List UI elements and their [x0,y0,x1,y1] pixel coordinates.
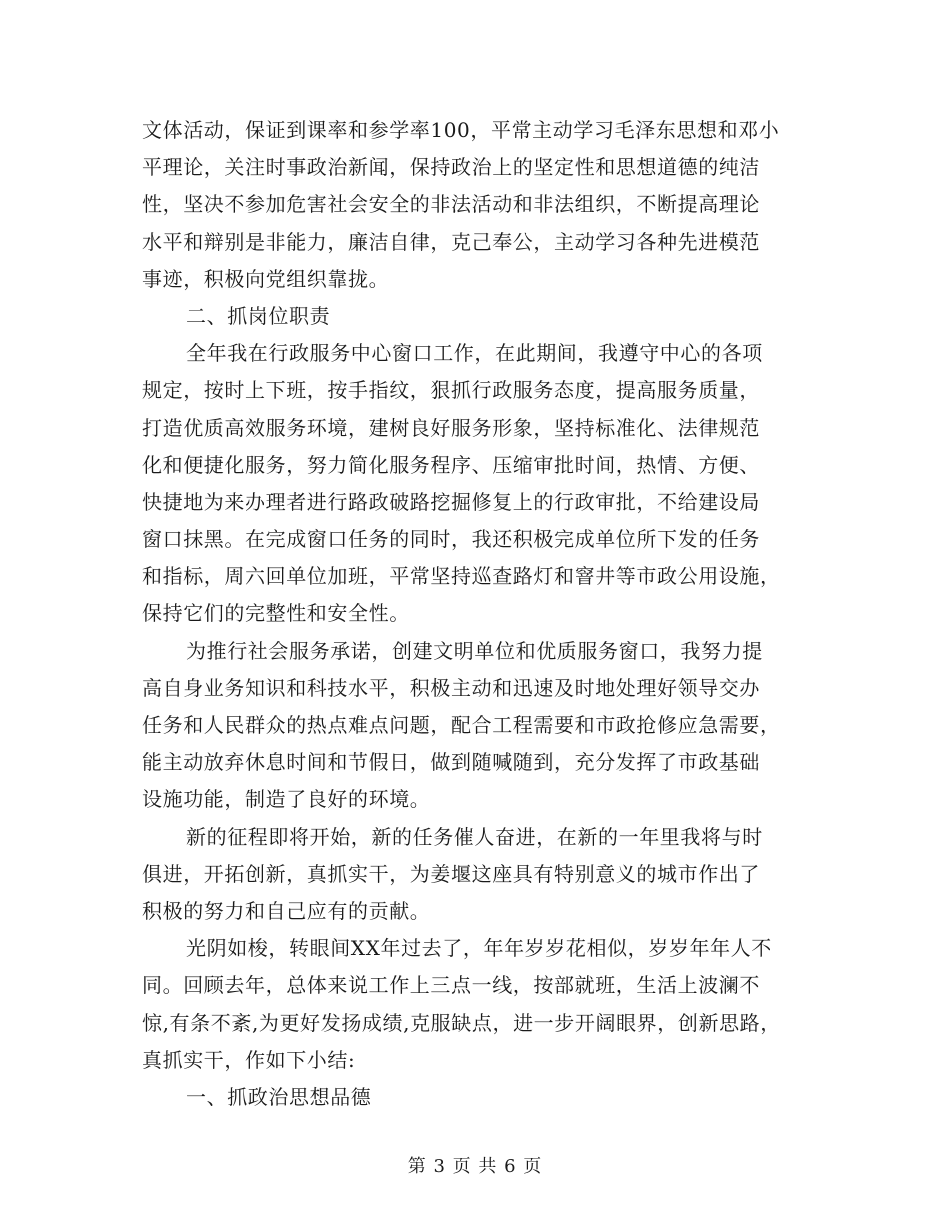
text-line: 光阴如梭，转眼间XX年过去了，年年岁岁花相似，岁岁年年人不 [186,936,772,961]
text-line: 高自身业务知识和科技水平，积极主动和迅速及时地处理好领导交办 [142,675,760,700]
text-line: 和指标，周六回单位加班，平常坚持巡查路灯和窨井等市政公用设施， [142,564,781,589]
text-line: 一、抓政治思想品德 [186,1084,372,1109]
text-line: 事迹，积极向党组织靠拢。 [142,266,390,291]
text-line: 真抓实干，作如下小结: [142,1047,356,1072]
text-line: 为推行社会服务承诺，创建文明单位和优质服务窗口，我努力提 [186,638,763,663]
text-line: 规定，按时上下班，按手指纹，狠抓行政服务态度，提高服务质量， [142,378,760,403]
text-line: 窗口抹黑。在完成窗口任务的同时，我还积极完成单位所下发的任务 [142,527,760,552]
text-line: 保持它们的完整性和安全性。 [142,601,410,626]
text-line: 同。回顾去年，总体来说工作上三点一线，按部就班，生活上波澜不 [142,973,760,998]
text-line: 水平和辩别是非能力，廉洁自律，克己奉公，主动学习各种先进模范 [142,229,760,254]
text-line: 俱进，开拓创新，真抓实干，为姜堰这座具有特别意义的城市作出了 [142,861,760,886]
text-line: 设施功能，制造了良好的环境。 [142,787,431,812]
text-line: 打造优质高效服务环境，建树良好服务形象，坚持标准化、法律规范 [142,415,760,440]
text-line: 性，坚决不参加危害社会安全的非法活动和非法组织，不断提高理论 [142,192,760,217]
text-line: 平理论，关注时事政治新闻，保持政治上的坚定性和思想道德的纯洁 [142,155,760,180]
document-body [142,112,808,1116]
page-footer: 第 3 页 共 6 页 [407,1156,543,1177]
text-line: 二、抓岗位职责 [186,303,331,328]
text-line: 积极的努力和自己应有的贡献。 [142,898,431,923]
text-line: 快捷地为来办理者进行路政破路挖掘修复上的行政审批，不给建设局 [142,489,760,514]
text-line: 文体活动，保证到课率和参学率100，平常主动学习毛泽东思想和邓小 [142,118,780,142]
text-line: 化和便捷化服务，努力简化服务程序、压缩审批时间，热情、方便、 [142,452,760,477]
text-line: 任务和人民群众的热点难点问题，配合工程需要和市政抢修应急需要， [142,713,781,737]
text-line: 新的征程即将开始，新的任务催人奋进，在新的一年里我将与时 [186,824,763,849]
text-line: 能主动放弃休息时间和节假日，做到随喊随到，充分发挥了市政基础 [142,750,760,775]
text-line: 惊,有条不紊,为更好发扬成绩,克服缺点，进一步开阔眼界，创新思路， [142,1010,781,1035]
text-line: 全年我在行政服务中心窗口工作，在此期间，我遵守中心的各项 [186,341,763,366]
